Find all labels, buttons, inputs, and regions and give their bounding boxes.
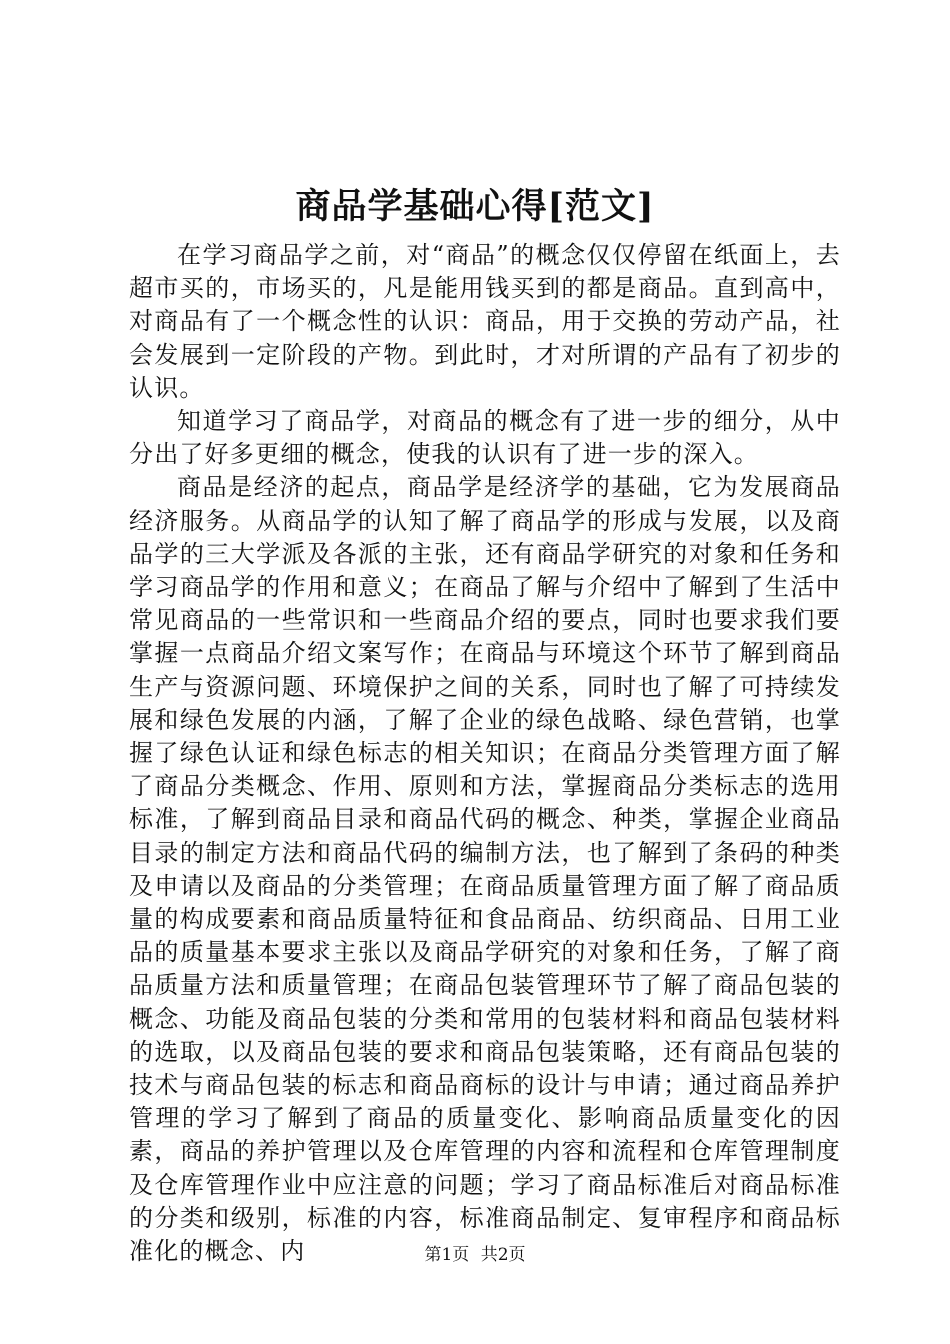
paragraph: 商品是经济的起点，商品学是经济学的基础，它为发展商品经济服务。从商品学的认知了解了商品学的形成与发展，以及商品学的三大学派及各派的主张，还有商品学研究的对象和任务和学习商品学的作用和意义；在商品了解与介绍中了解到了生活中常见商品的一些常识和一些商品介绍的要点，同时也要求我们要掌握一点商品介绍文案写作；在商品与环境这个环节了解到商品生产与资源问题、环境保护之间的关系，同时也了解了可持续发展和绿色发展的内涵，了解了企业的绿色战略、绿色营销，也掌握了绿色认证和绿色标志的相关知识；在商品分类管理方面了解了商品分类概念、作用、原则和方法，掌握商品分类标志的选用标准，了解到商品目录和商品代码的概念、种类，掌握企业商品目录的制定方法和商品代码的编制方法，也了解到了条码的种类及申请以及商品的分类管理；在商品质量管理方面了解了商品质量的构成要素和商品质量特征和食品商品、纺织商品、日用工业品的质量基本要求主张以及商品学研究的对象和任务，了解了商品质量方法和质量管理；在商品包装管理环节了解了商品包装的概念、功能及商品包装的分类和常用的包装材料和商品包装材料的选取，以及商品包装的要求和商品包装策略，还有商品包装的技术与商品包装的标志和商品商标的设计与申请；通过商品养护管理的学习了解到了商品的质量变化、影响商品质量变化的因素，商品的养护管理以及仓库管理的内容和流程和仓库管理制度及仓库管理作业中应注意的问题；学习了商品标准后对商品标准的分类和级别，标准的内容，标准商品制定、复审程序和商品标准化的概念、内 xyxy=(129,473,841,1266)
paragraph: 在学习商品学之前，对“商品”的概念仅仅停留在纸面上，去超市买的，市场买的，凡是能用钱买到的都是商品。直到高中，对商品有了一个概念性的认识：商品，用于交换的劳动产品，社会发展到一定阶段的产物。到此时，才对所谓的产品有了初步的认识。 xyxy=(129,241,841,402)
document-body xyxy=(129,239,841,1268)
document-title: 商品学基础心得[范文] xyxy=(295,186,655,227)
page-footer xyxy=(0,1243,950,1267)
page-number: 第1页 xyxy=(424,1245,470,1265)
paragraph: 知道学习了商品学，对商品的概念有了进一步的细分，从中分出了好多更细的概念，使我的认识有了进一步的深入。 xyxy=(129,407,841,469)
page-total: 共2页 xyxy=(480,1245,526,1265)
